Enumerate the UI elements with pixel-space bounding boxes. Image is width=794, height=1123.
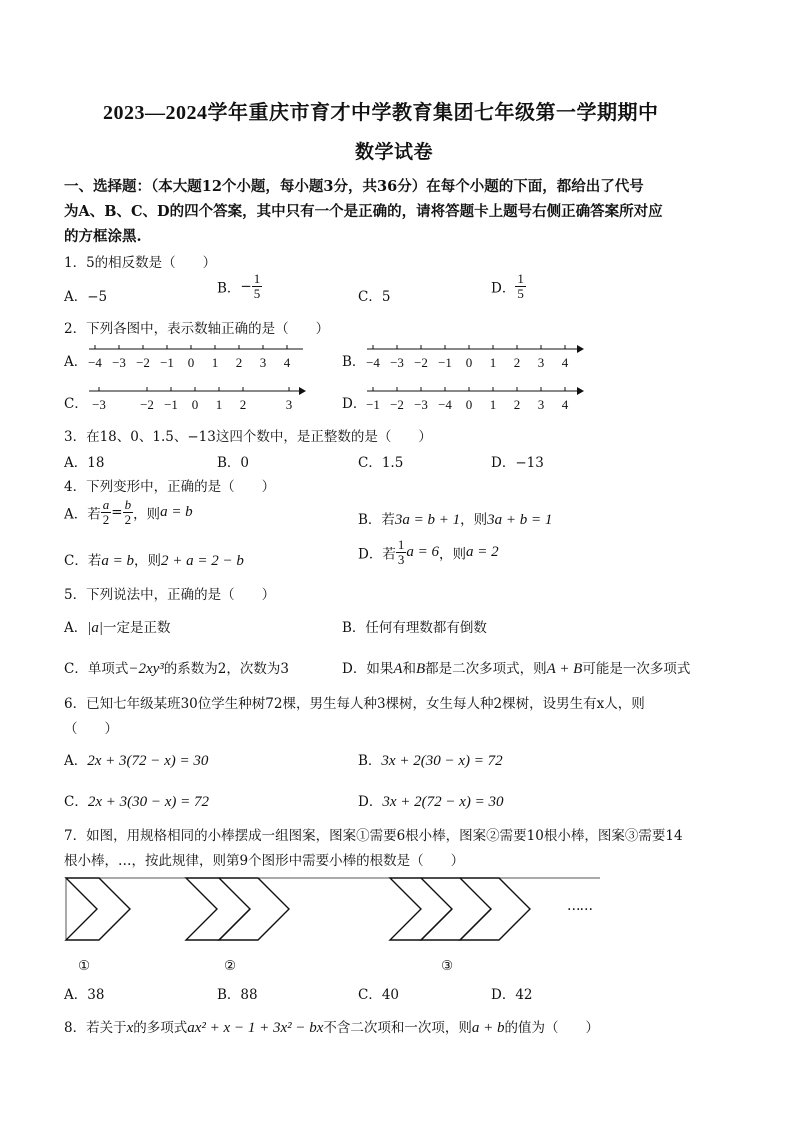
q3-option-c: C．1.5	[358, 455, 404, 471]
q1-stem: 1．5的相反数是（ ）	[64, 255, 217, 271]
q5-d-post: 可能是一次多项式	[582, 661, 691, 677]
q4-a-eq: =	[111, 504, 123, 521]
q2-d-label: D．	[342, 396, 367, 412]
axis-tick-label: 0	[187, 355, 195, 370]
q5-d-and: 和	[402, 661, 416, 677]
q4-a-frac2	[123, 498, 134, 527]
axis-tick-label: −3	[414, 397, 428, 412]
q4-d-frac	[396, 538, 407, 567]
q1-b-sign: −	[240, 278, 252, 295]
axis-tick-label: −2	[140, 397, 154, 412]
q4-b-expr: 3a = b + 1	[394, 512, 461, 528]
axis-tick-label: 4	[561, 397, 569, 412]
axis-tick-label: 2	[513, 355, 521, 370]
axis-tick-label: −2	[390, 397, 404, 412]
q6-c-label: C．	[64, 794, 88, 810]
q7-stem-line2: 根小棒，…，按此规律，则第9个图形中需要小棒的根数是（ ）	[64, 853, 465, 869]
q7-option-a: A．38	[64, 987, 105, 1003]
axis-arrow	[577, 345, 584, 353]
q1-b-label: B．	[217, 280, 241, 297]
axis-tick-label: −3	[92, 397, 106, 412]
q5-d-B: B	[416, 661, 426, 677]
q8-stem-expr2: a + b	[471, 1020, 505, 1036]
q8-stem-expr: ax² + x − 1 + 3x² − bx	[187, 1020, 324, 1036]
q6-d-label: D．	[358, 794, 383, 810]
axis-tick-label: 4	[561, 355, 569, 370]
axis-tick-label: −2	[136, 355, 150, 370]
q4-option-a	[64, 498, 193, 527]
q1-b-den: 5	[253, 286, 261, 301]
pattern-2-chevron-1	[186, 878, 250, 940]
axis-tick-label: −1	[366, 397, 380, 412]
q5-option-a	[64, 616, 171, 637]
q8-stem-post: 的值为（ ）	[504, 1020, 600, 1036]
q4-a-d1: 2	[102, 512, 110, 527]
axis-tick-label: −4	[438, 397, 452, 412]
q4-a-frac1	[101, 498, 112, 527]
q4-a-d2: 2	[124, 512, 132, 527]
axis-tick-label: −4	[366, 355, 380, 370]
q8-stem-mid: 的多项式	[133, 1020, 188, 1036]
q4-option-c	[64, 549, 244, 570]
q7-stem-line1: 7．如图，用规格相同的小棒摆成一组图案，图案①需要6根小棒，图案②需要10根小棒，图案③需要14	[64, 828, 683, 844]
q5-option-b: B．任何有理数都有倒数	[342, 620, 487, 636]
q1-d-num: 1	[517, 271, 524, 286]
q6-a-expr: 2x + 3(72 − x) = 30	[87, 753, 209, 769]
q4-stem: 4．下列变形中，正确的是（ ）	[64, 479, 276, 495]
pattern-1-chevron	[66, 878, 130, 940]
pattern-3-chevron-3	[460, 878, 530, 940]
q3-option-a: A．18	[64, 455, 105, 471]
axis-tick-label: −3	[112, 355, 126, 370]
q5-c-pre: C．单项式	[64, 661, 129, 677]
q8-stem-mid2: 不含二次项和一次项，则	[323, 1020, 472, 1036]
axis-arrow	[577, 387, 584, 395]
pattern-3-chevron-2	[421, 878, 491, 940]
q7-option-b: B．88	[217, 987, 258, 1003]
q4-c-res: 2 + a = 2 − b	[160, 553, 244, 569]
q4-option-d	[358, 538, 499, 567]
q7-figure-label-3: ③	[441, 958, 454, 974]
axis-tick-label: 0	[465, 397, 473, 412]
q1-b-num: 1	[253, 271, 261, 286]
q2-stem: 2．下列各图中，表示数轴正确的是（ ）	[64, 321, 330, 337]
q4-a-mid: ，则	[133, 506, 161, 523]
q4-a-res: a = b	[160, 504, 193, 520]
q7-ellipsis: ……	[567, 898, 592, 914]
section1-line2: 为A、B、C、D的四个答案，其中只有一个是正确的，请将答题卡上题号右侧正确答案所对应	[64, 203, 663, 220]
q2-number-line-b	[363, 340, 585, 374]
section1-line1: 一、选择题：（本大题12个小题，每小题3分，共36分）在每个小题的下面，都给出了代号	[64, 178, 644, 195]
q4-b-mid: ，则	[460, 512, 488, 528]
axis-tick-label: 2	[235, 355, 243, 370]
axis-tick-label: 1	[489, 355, 497, 370]
q1-a-text: −5	[87, 289, 108, 305]
q2-c-label: C．	[64, 396, 88, 412]
q1-d-fraction	[515, 272, 526, 301]
q5-option-d	[342, 657, 690, 678]
axis-tick-label: 0	[191, 397, 199, 412]
q5-a-text: 一定是正数	[103, 620, 171, 636]
q1-c-label: C．	[358, 289, 382, 305]
q5-d-mid: 都是二次多项式，则	[425, 661, 547, 677]
q5-d-pre: D．如果	[342, 661, 394, 677]
q5-option-c	[64, 657, 289, 678]
q8-stem-pre: 8．若关于	[64, 1020, 127, 1036]
q7-chevron-figure	[60, 872, 605, 950]
axis-tick-label: 2	[513, 397, 521, 412]
q4-a-pre: A．若	[64, 506, 101, 523]
axis-tick-label: 1	[489, 397, 497, 412]
q8-stem	[64, 1016, 599, 1037]
q6-option-d	[358, 790, 504, 811]
axis-tick-label: 2	[239, 397, 247, 412]
q7-option-d: D．42	[491, 987, 533, 1003]
exam-title-line2: 数学试卷	[355, 142, 434, 163]
axis-tick-label: −3	[390, 355, 404, 370]
q5-a-label: A．	[64, 620, 88, 636]
q6-a-label: A．	[64, 753, 88, 769]
q8-stem-var: x	[126, 1020, 134, 1036]
q5-stem: 5．下列说法中，正确的是（ ）	[64, 587, 276, 603]
q6-option-c	[64, 790, 209, 811]
pattern-2-chevron-2	[219, 878, 289, 940]
q5-d-A: A	[393, 661, 403, 677]
q6-stem-line1: 6．已知七年级某班30位学生种树72棵，男生每人种3棵树，女生每人种2棵树，设男生有x人，则	[64, 696, 645, 712]
q4-d-num: 1	[397, 537, 405, 552]
q5-c-expr: −2xy³	[128, 661, 164, 677]
axis-tick-label: −1	[164, 397, 178, 412]
axis-tick-label: −1	[438, 355, 452, 370]
exam-title-line1: 2023—2024学年重庆市育才中学教育集团七年级第一学期期中	[103, 102, 659, 124]
axis-tick-label: −1	[160, 355, 174, 370]
q2-number-line-a	[85, 340, 307, 374]
q1-option-a	[64, 285, 107, 305]
axis-tick-label: 3	[285, 397, 293, 412]
axis-tick-label: 0	[465, 355, 473, 370]
q6-d-expr: 3x + 2(72 − x) = 30	[382, 794, 504, 810]
q6-c-expr: 2x + 3(30 − x) = 72	[87, 794, 210, 810]
q4-c-expr: a = b	[101, 553, 134, 569]
q7-figure-label-2: ②	[224, 958, 237, 974]
q4-d-expr: a = 6	[406, 544, 439, 560]
q2-a-label: A．	[64, 354, 88, 370]
q6-option-a	[64, 749, 208, 770]
q4-b-pre: B．若	[358, 512, 395, 528]
q5-d-sum: A + B	[546, 661, 583, 677]
q4-d-pre: D．若	[358, 546, 396, 563]
q1-option-b	[217, 272, 262, 301]
q6-stem-line2: （ ）	[64, 721, 118, 737]
q1-d-den: 5	[517, 286, 524, 301]
q4-option-b	[358, 508, 552, 529]
q7-option-c: C．40	[358, 987, 400, 1003]
q1-option-c	[358, 285, 390, 305]
axis-tick-label: −2	[414, 355, 428, 370]
q2-number-line-c	[85, 382, 307, 416]
q4-c-mid: ，则	[133, 553, 161, 569]
axis-tick-label: 4	[283, 355, 291, 370]
q1-c-text: 5	[381, 289, 391, 305]
q4-d-den: 3	[397, 552, 405, 567]
pattern-3-chevron-1	[390, 878, 452, 940]
q1-b-fraction	[252, 272, 263, 301]
q1-d-label: D．	[491, 280, 516, 297]
q3-option-d: D．−13	[491, 455, 544, 471]
axis-tick-label: 1	[215, 397, 223, 412]
axis-tick-label: 1	[211, 355, 219, 370]
axis-tick-label: 3	[537, 397, 545, 412]
q6-b-expr: 3x + 2(30 − x) = 72	[381, 753, 503, 769]
q3-option-b: B．0	[217, 455, 250, 471]
q4-c-pre: C．若	[64, 553, 102, 569]
q5-a-abs: |a|	[87, 620, 103, 636]
q2-number-line-d	[363, 382, 585, 416]
q6-b-label: B．	[358, 753, 382, 769]
q6-option-b	[358, 749, 503, 770]
q4-a-n1: a	[102, 497, 110, 512]
q4-d-res: a = 2	[465, 544, 499, 560]
axis-tick-label: 3	[537, 355, 545, 370]
axis-tick-label: −4	[88, 355, 102, 370]
axis-arrow	[299, 387, 306, 395]
q3-stem: 3．在18、0、1.5、−13这四个数中，是正整数的是（ ）	[64, 429, 432, 445]
q7-figure-label-1: ①	[78, 958, 91, 974]
section1-line3: 的方框涂黑.	[64, 228, 142, 245]
q4-b-res: 3a + b = 1	[487, 512, 553, 528]
q1-option-d	[491, 272, 526, 301]
q2-b-label: B．	[342, 354, 366, 370]
q5-c-post: 的系数为2，次数为3	[163, 661, 289, 677]
q4-d-mid: ，则	[438, 546, 466, 563]
q4-a-n2: b	[124, 497, 132, 512]
q1-a-label: A．	[64, 289, 88, 305]
axis-tick-label: 3	[259, 355, 267, 370]
